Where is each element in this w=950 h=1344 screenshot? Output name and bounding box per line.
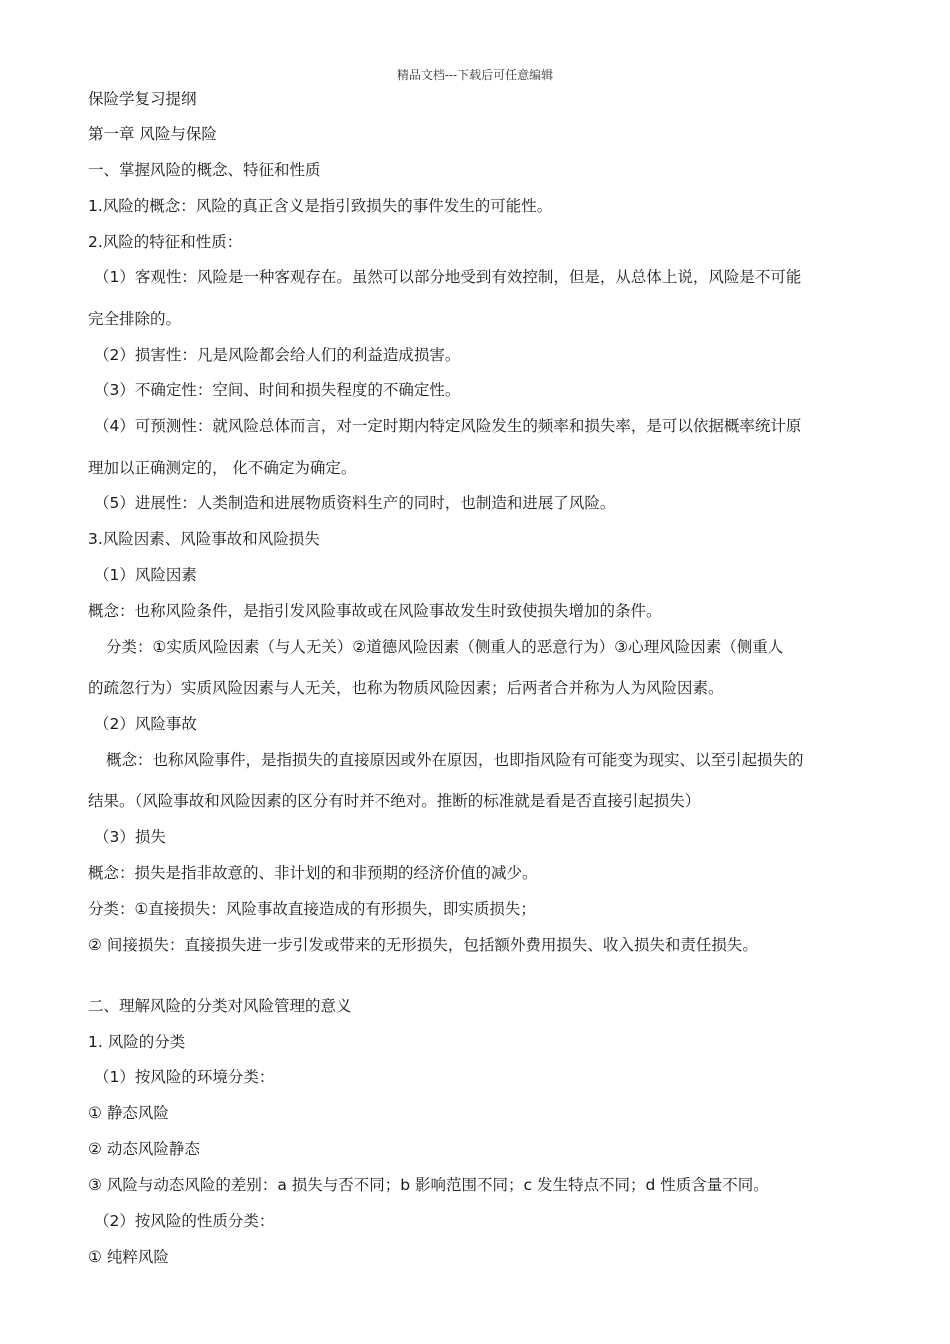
text-line: ① 纯粹风险 [88,1248,169,1266]
section-heading: 一、掌握风险的概念、特征和性质 [88,161,321,179]
text-line: 结果。（风险事故和风险因素的区分有时并不绝对。推断的标准就是看是否直接引起损失） [88,792,701,810]
text-line: 2.风险的特征和性质： [88,233,243,251]
section-heading: 二、理解风险的分类对风险管理的意义 [88,997,352,1015]
doc-title: 保险学复习提纲 [88,90,197,108]
text-line: ③ 风险与动态风险的差别：a 损失与否不同；b 影响范围不同；c 发生特点不同；d 性质含量不同。 [88,1176,769,1194]
text-line: 分类：①实质风险因素（与人无关）②道德风险因素（侧重人的恶意行为）③心理风险因素（侧重人 [106,638,784,656]
text-line: （2）损害性：凡是风险都会给人们的利益造成损害。 [94,346,461,364]
text-line: （5）进展性：人类制造和进展物质资料生产的同时，也制造和进展了风险。 [94,494,616,512]
text-line: 1.风险的概念：风险的真正含义是指引致损失的事件发生的可能性。 [88,197,553,215]
text-line: 概念：也称风险条件，是指引发风险事故或在风险事故发生时致使损失增加的条件。 [88,602,662,620]
text-line: （3）损失 [94,828,166,846]
text-line: ② 动态风险静态 [88,1140,200,1158]
text-line: 概念：也称风险事件，是指损失的直接原因或外在原因，也即指风险有可能变为现实、以至引起损失的 [106,751,804,769]
text-line: （4）可预测性：就风险总体而言，对一定时期内特定风险发生的频率和损失率，是可以依据概率统计原 [94,417,802,435]
text-line: 分类：①直接损失：风险事故直接造成的有形损失，即实质损失； [88,900,536,918]
text-line: 完全排除的。 [88,310,182,328]
text-line: （1）按风险的环境分类： [94,1068,275,1086]
text-line: （2）风险事故 [94,715,197,733]
text-line: （1）风险因素 [94,566,197,584]
text-line: （1）客观性：风险是一种客观存在。虽然可以部分地受到有效控制，但是，从总体上说，风险是不可能 [94,268,802,286]
page-header: 精品文档---下载后可任意编辑 [396,68,554,82]
text-line: 理加以正确测定的， 化不确定为确定。 [88,459,357,477]
text-line: （2）按风险的性质分类： [94,1212,275,1230]
chapter-heading: 第一章 风险与保险 [88,125,217,143]
text-line: 概念：损失是指非故意的、非计划的和非预期的经济价值的减少。 [88,864,538,882]
text-line: 3.风险因素、风险事故和风险损失 [88,530,320,548]
text-line: ① 静态风险 [88,1104,169,1122]
text-line: 的疏忽行为）实质风险因素与人无关，也称为物质风险因素；后两者合并称为人为风险因素。 [88,679,724,697]
text-line: ② 间接损失：直接损失进一步引发或带来的无形损失，包括额外费用损失、收入损失和责任损失。 [88,936,758,954]
text-line: 1. 风险的分类 [88,1033,186,1051]
text-line: （3）不确定性：空间、时间和损失程度的不确定性。 [94,381,461,399]
